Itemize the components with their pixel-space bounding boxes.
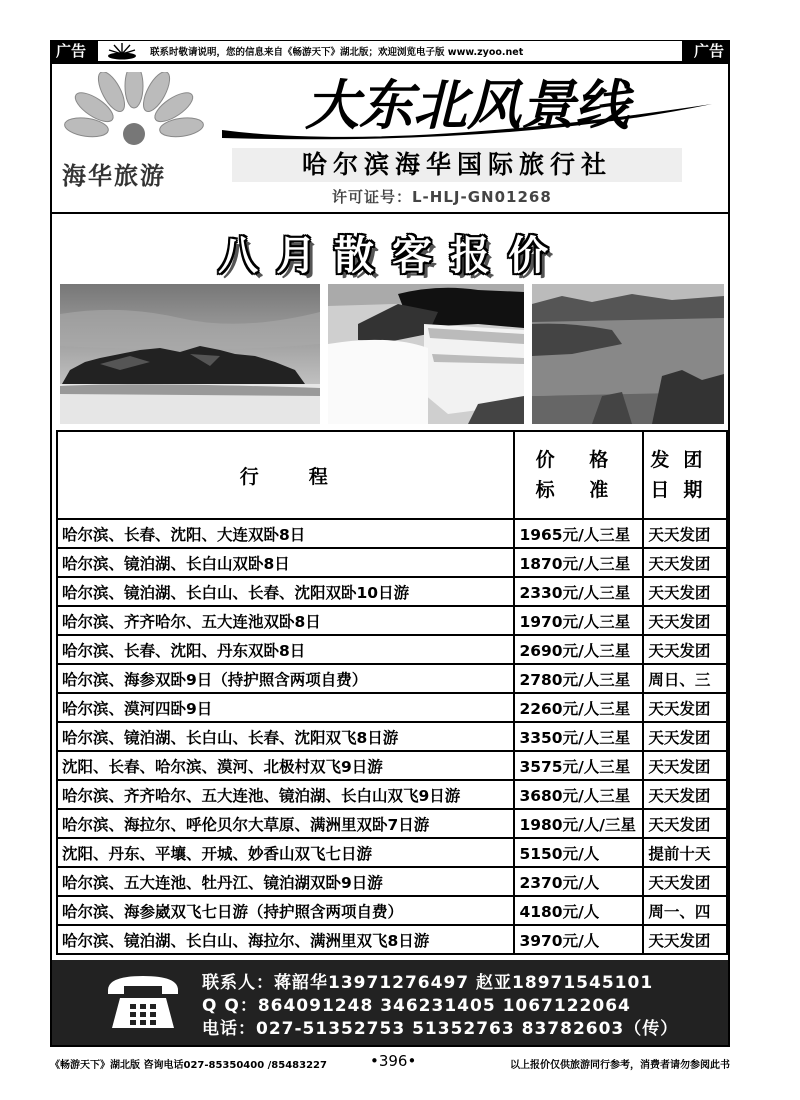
price-cell: 2780元/人三星 bbox=[514, 664, 643, 693]
table-row bbox=[57, 664, 727, 693]
crater-lake-image bbox=[532, 284, 724, 424]
date-cell: 天天发团 bbox=[643, 722, 727, 751]
date-cell: 天天发团 bbox=[643, 751, 727, 780]
date-cell: 天天发团 bbox=[643, 925, 727, 954]
date-cell: 天天发团 bbox=[643, 867, 727, 896]
route-cell: 哈尔滨、镜泊湖、长白山、长春、沈阳双飞8日游 bbox=[57, 722, 514, 751]
contact-phone: 电话：027-51352753 51352763 83782603（传） bbox=[202, 1019, 679, 1039]
route-cell: 哈尔滨、海参双卧9日（持护照含两项自费） bbox=[57, 664, 514, 693]
price-cell: 3970元/人 bbox=[514, 925, 643, 954]
price-cell: 2330元/人三星 bbox=[514, 577, 643, 606]
table-row bbox=[57, 925, 727, 954]
main-title-text: 大东北风景线 bbox=[305, 73, 629, 137]
date-cell: 天天发团 bbox=[643, 635, 727, 664]
table-row bbox=[57, 548, 727, 577]
top-ad-bar bbox=[50, 40, 730, 62]
price-cell: 1980元/人/三星 bbox=[514, 809, 643, 838]
contact-person: 联系人：蒋韶华13971276497 赵亚18971545101 bbox=[202, 973, 654, 993]
table-row bbox=[57, 577, 727, 606]
main-title bbox=[212, 68, 722, 148]
table-row bbox=[57, 809, 727, 838]
table-row bbox=[57, 838, 727, 867]
price-cell: 1965元/人三星 bbox=[514, 519, 643, 548]
date-cell: 天天发团 bbox=[643, 809, 727, 838]
price-cell: 3680元/人三星 bbox=[514, 780, 643, 809]
table-row bbox=[57, 693, 727, 722]
license-number: 许可证号：L-HLJ-GN01268 bbox=[332, 188, 552, 206]
table-header-row bbox=[57, 431, 727, 519]
brand-name: 海华旅游 bbox=[62, 162, 166, 190]
date-cell: 天天发团 bbox=[643, 548, 727, 577]
route-cell: 哈尔滨、镜泊湖、长白山、海拉尔、满洲里双飞8日游 bbox=[57, 925, 514, 954]
table-row bbox=[57, 519, 727, 548]
table-row bbox=[57, 780, 727, 809]
telephone-icon bbox=[104, 972, 182, 1032]
waterfall-image bbox=[328, 284, 524, 424]
price-cell: 4180元/人 bbox=[514, 896, 643, 925]
ad-label-left: 广告 bbox=[50, 40, 92, 62]
route-cell: 哈尔滨、漠河四卧9日 bbox=[57, 693, 514, 722]
date-cell: 周日、三 bbox=[643, 664, 727, 693]
table-row bbox=[57, 896, 727, 925]
ad-label-right: 广告 bbox=[688, 40, 730, 62]
table-row bbox=[57, 606, 727, 635]
route-cell: 沈阳、长春、哈尔滨、漠河、北极村双飞9日游 bbox=[57, 751, 514, 780]
route-cell: 哈尔滨、长春、沈阳、大连双卧8日 bbox=[57, 519, 514, 548]
contact-qq: Q Q：864091248 346231405 1067122064 bbox=[202, 996, 631, 1016]
footer-disclaimer: 以上报价仅供旅游同行参考，消费者请勿参阅此书 bbox=[510, 1060, 730, 1071]
route-cell: 哈尔滨、齐齐哈尔、五大连池、镜泊湖、长白山双飞9日游 bbox=[57, 780, 514, 809]
route-cell: 哈尔滨、海拉尔、呼伦贝尔大草原、满洲里双卧7日游 bbox=[57, 809, 514, 838]
agency-name: 哈尔滨海华国际旅行社 bbox=[232, 148, 682, 182]
date-cell: 天天发团 bbox=[643, 519, 727, 548]
table-row bbox=[57, 635, 727, 664]
header bbox=[52, 64, 728, 214]
notice-strip bbox=[98, 40, 682, 62]
advert-frame bbox=[50, 62, 730, 1047]
price-cell: 3575元/人三星 bbox=[514, 751, 643, 780]
route-cell: 哈尔滨、镜泊湖、长白山双卧8日 bbox=[57, 548, 514, 577]
table-row bbox=[57, 867, 727, 896]
date-cell: 周一、四 bbox=[643, 896, 727, 925]
date-cell: 提前十天 bbox=[643, 838, 727, 867]
route-cell: 哈尔滨、长春、沈阳、丹东双卧8日 bbox=[57, 635, 514, 664]
price-table-wrap bbox=[56, 430, 728, 955]
photo-waterfall bbox=[328, 284, 524, 424]
contact-notice: 联系时敬请说明，您的信息来自《畅游天下》湖北版；欢迎浏览电子版 www.zyoo.net bbox=[150, 47, 524, 58]
price-cell: 2370元/人 bbox=[514, 867, 643, 896]
price-table bbox=[56, 430, 728, 955]
photo-lake bbox=[532, 284, 724, 424]
footer-publication: 《畅游天下》湖北版 咨询电话027-85350400 /85483227 bbox=[50, 1060, 327, 1071]
price-cell: 3350元/人三星 bbox=[514, 722, 643, 751]
table-row bbox=[57, 722, 727, 751]
price-cell: 2690元/人三星 bbox=[514, 635, 643, 664]
header-price: 价 格 标 准 bbox=[514, 431, 643, 519]
date-cell: 天天发团 bbox=[643, 577, 727, 606]
footer bbox=[50, 1052, 730, 1072]
header-route: 行 程 bbox=[57, 431, 514, 519]
route-cell: 哈尔滨、齐齐哈尔、五大连池双卧8日 bbox=[57, 606, 514, 635]
route-cell: 哈尔滨、海参崴双飞七日游（持护照含两项自费） bbox=[57, 896, 514, 925]
photo-rocks bbox=[60, 284, 320, 424]
route-cell: 哈尔滨、镜泊湖、长白山、长春、沈阳双卧10日游 bbox=[57, 577, 514, 606]
rocks-seascape-image bbox=[60, 284, 320, 424]
price-cell: 2260元/人三星 bbox=[514, 693, 643, 722]
price-cell: 1970元/人三星 bbox=[514, 606, 643, 635]
price-cell: 5150元/人 bbox=[514, 838, 643, 867]
sun-logo-icon bbox=[64, 72, 204, 152]
table-row bbox=[57, 751, 727, 780]
header-date: 发团 日期 bbox=[643, 431, 727, 519]
date-cell: 天天发团 bbox=[643, 606, 727, 635]
page-number: •396• bbox=[370, 1052, 417, 1070]
route-cell: 哈尔滨、五大连池、牡丹江、镜泊湖双卧9日游 bbox=[57, 867, 514, 896]
magazine-logo-icon bbox=[104, 42, 140, 60]
contact-block bbox=[52, 960, 728, 1045]
date-cell: 天天发团 bbox=[643, 780, 727, 809]
offer-title: 八月散客报价 bbox=[218, 233, 566, 279]
route-cell: 沈阳、丹东、平壤、开城、妙香山双飞七日游 bbox=[57, 838, 514, 867]
date-cell: 天天发团 bbox=[643, 693, 727, 722]
price-cell: 1870元/人三星 bbox=[514, 548, 643, 577]
